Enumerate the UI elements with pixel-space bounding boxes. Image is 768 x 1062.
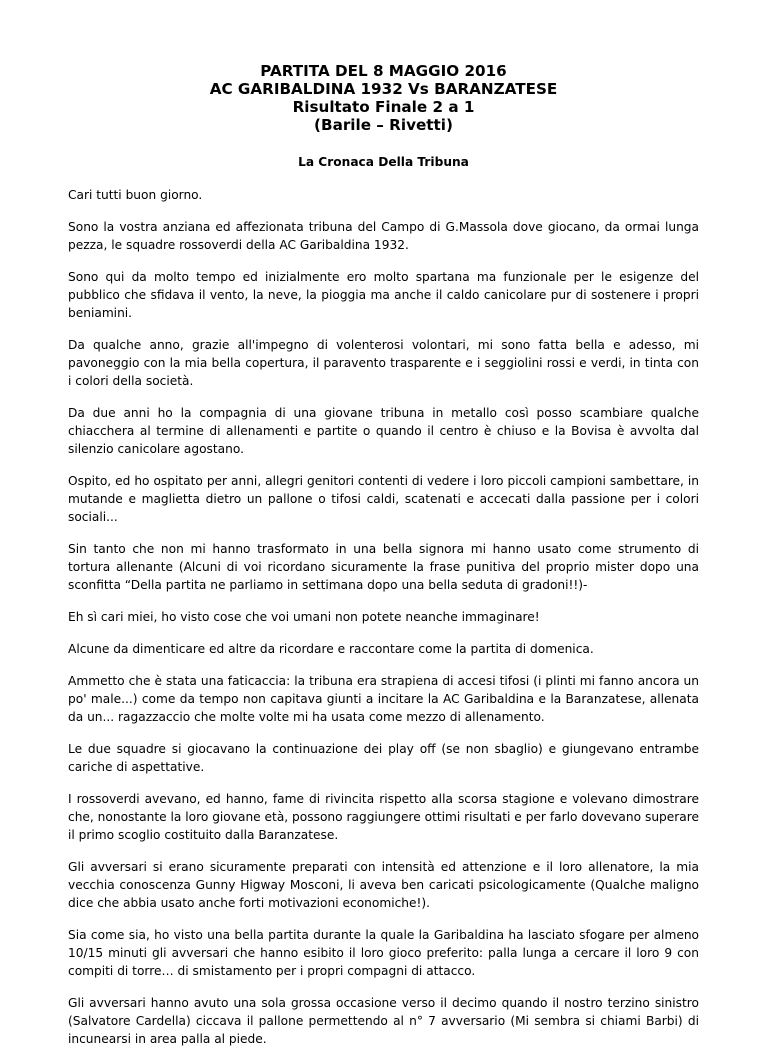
title-line-teams: AC GARIBALDINA 1932 Vs BARANZATESE [209,80,558,98]
title-line-match-date: PARTITA DEL 8 MAGGIO 2016 [260,62,507,80]
paragraph: Da due anni ho la compagnia di una giovane tribuna in metallo così posso scambiare qualche chiacchera al termine di allenamenti e partite o quando il centro è chiuso e la Bovisa è avvolta dal silenzio canicolare agostano. [68,405,699,457]
paragraph: Le due squadre si giocavano la continuazione dei play off (se non sbaglio) e giungevano entrambe cariche di aspettative. [68,741,699,774]
paragraph: Ammetto che è stata una faticaccia: la tribuna era strapiena di accesi tifosi (i plinti mi fanno ancora un po' male...) come da tempo non capitava giunti a incitare la AC Garibaldina e la Baranzatese, allenata da un... ragazzaccio che molte volte mi ha usata come mezzo di allenamento. [68,673,699,724]
document-page [68,62,699,1062]
paragraph: Cari tutti buon giorno. [68,188,203,202]
paragraph: Ospito, ed ho ospitato per anni, allegri genitori contenti di vedere i loro piccoli campioni sambettare, in mutande e maglietta dietro un pallone o tifosi caldi, scatenati e accecati dalla passione per i colori sociali... [68,473,699,525]
paragraph: Sin tanto che non mi hanno trasformato in una bella signora mi hanno usato come strumento di tortura allenante (Alcuni di voi ricordano sicuramente la frase punitiva del proprio mister dopo una sconfitta “Della partita ne parliamo in settimana dopo una bella seduta di gradoni!!)- [68,542,699,593]
paragraph: Sia come sia, ho visto una bella partita durante la quale la Garibaldina ha lasciato sfogare per almeno 10/15 minuti gli avversari che hanno esibito il loro gioco preferito: palla lunga a cercare il loro 9 con compiti di torre… di smistamento per i propri compagni di attacco. [68,927,699,979]
paragraph: Sono qui da molto tempo ed inizialmente ero molto spartana ma funzionale per le esigenze del pubblico che sfidava il vento, la neve, la pioggia ma anche il caldo canicolare pur di sostenere i propri beniamini. [68,269,699,321]
paragraph: Gli avversari si erano sicuramente preparati con intensità ed attenzione e il loro allenatore, la mia vecchia conoscenza Gunny Higway Mosconi, li aveva ben caricati psicologicamente (Qualche maligno dice che abbia usato anche forti motivazioni economiche!). [68,859,699,911]
title-line-scorers: (Barile – Rivetti) [314,116,453,134]
paragraph: Da qualche anno, grazie all'impegno di volenterosi volontari, mi sono fatta bella e adesso, mi pavoneggio con la mia bella copertura, il paravento trasparente e i seggiolini rossi e verdi, in tinta con i colori della società. [68,337,699,389]
paragraph: Sono la vostra anziana ed affezionata tribuna del Campo di G.Massola dove giocano, da ormai lunga pezza, le squadre rossoverdi della AC Garibaldina 1932. [68,219,699,252]
document-subtitle: La Cronaca Della Tribuna [298,155,469,169]
paragraph: I rossoverdi avevano, ed hanno, fame di rivincita rispetto alla scorsa stagione e volevano dimostrare che, nonostante la loro giovane età, possono raggiungere ottimi risultati e per farlo dovevano superare il primo scoglio costituito dalla Baranzatese. [68,791,699,842]
paragraph: Gli avversari hanno avuto una sola grossa occasione verso il decimo quando il nostro terzino sinistro (Salvatore Cardella) ciccava il pallone permettendo al n° 7 avversario (Mi sembra si chiami Barbi) di incunearsi in area palla al piede. [68,995,699,1047]
document-body [68,186,699,1049]
document-title [68,62,699,134]
paragraph: Alcune da dimenticare ed altre da ricordare e raccontare come la partita di domenica. [68,641,594,656]
title-line-final-score: Risultato Finale 2 a 1 [292,98,475,116]
paragraph: Eh sì cari miei, ho visto cose che voi umani non potete neanche immaginare! [68,610,540,625]
